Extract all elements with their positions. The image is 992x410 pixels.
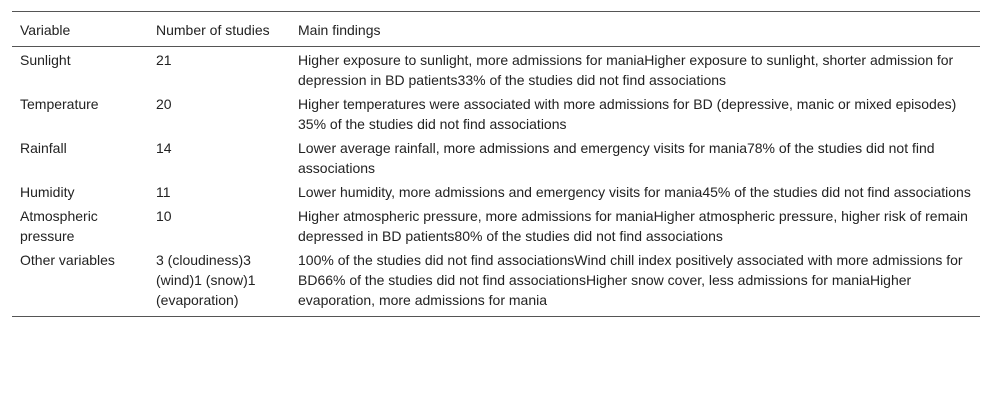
table-row xyxy=(12,93,980,137)
cell-studies: 21 xyxy=(156,52,172,68)
cell-findings: Lower average rainfall, more admissions and emergency visits for mania78% of the studies did not find associations xyxy=(298,140,935,176)
cell-findings: Higher temperatures were associated with more admissions for BD (depressive, manic or mixed episodes) 35% of the studies did not find associations xyxy=(298,96,957,132)
cell-studies: 14 xyxy=(156,140,172,156)
cell-findings: Higher exposure to sunlight, more admissions for maniaHigher exposure to sunlight, shorter admission for depression in BD patients33% of the studies did not find associations xyxy=(298,52,954,88)
cell-studies: 10 xyxy=(156,208,172,224)
cell-variable: Temperature xyxy=(20,96,99,112)
weather-studies-table xyxy=(12,11,980,317)
cell-variable: Sunlight xyxy=(20,52,71,68)
table-row xyxy=(12,249,980,317)
table-container xyxy=(12,11,980,317)
table-header xyxy=(12,12,980,47)
cell-findings: Higher atmospheric pressure, more admissions for maniaHigher atmospheric pressure, higher risk of remain depressed in BD patients80% of the studies did not find associations xyxy=(298,208,968,244)
table-row xyxy=(12,47,980,94)
header-main-findings: Main findings xyxy=(298,22,381,38)
cell-studies: 11 xyxy=(156,184,171,200)
table-body xyxy=(12,47,980,317)
table-row xyxy=(12,137,980,181)
cell-studies: 20 xyxy=(156,96,172,112)
header-variable: Variable xyxy=(20,22,71,38)
cell-studies: 3 (cloudiness)3 (wind)1 (snow)1 (evaporation) xyxy=(156,252,256,308)
header-number-of-studies: Number of studies xyxy=(156,22,270,38)
cell-variable: Atmospheric pressure xyxy=(20,208,98,244)
table-row xyxy=(12,181,980,205)
cell-findings: 100% of the studies did not find associationsWind chill index positively associated with more admissions for BD66% of the studies did not find associationsHigher snow cover, less admissions for maniaHigher evaporation, more admissions for mania xyxy=(298,252,963,308)
cell-variable: Other variables xyxy=(20,252,115,268)
header-row xyxy=(12,12,980,47)
cell-findings: Lower humidity, more admissions and emergency visits for mania45% of the studies did not find associations xyxy=(298,184,971,200)
cell-variable: Humidity xyxy=(20,184,75,200)
cell-variable: Rainfall xyxy=(20,140,67,156)
table-row xyxy=(12,205,980,249)
